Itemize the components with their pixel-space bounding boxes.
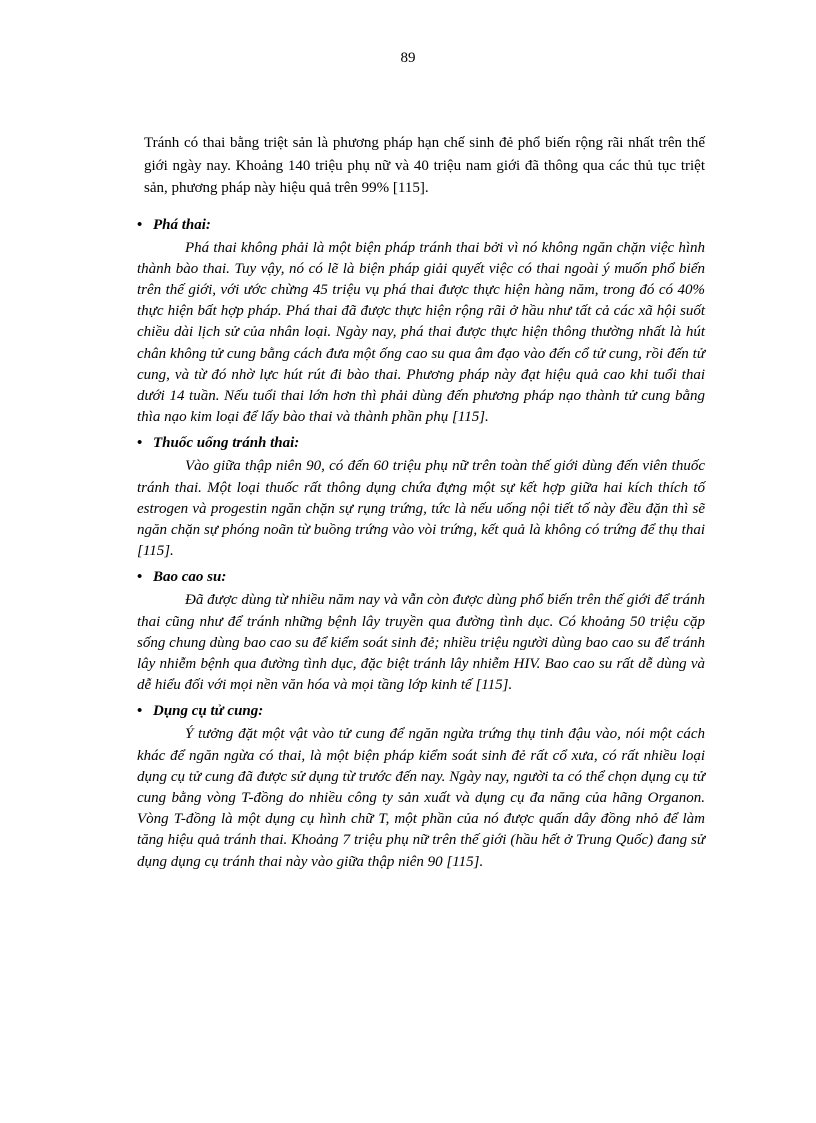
section-heading-text: Dụng cụ tử cung: (153, 703, 264, 720)
bullet-icon: • (137, 703, 143, 720)
section-oral-contraceptive (137, 432, 705, 562)
section-heading-text: Phá thai: (153, 216, 211, 233)
section-heading (137, 566, 705, 588)
section-paragraph: Phá thai không phải là một biện pháp tránh thai bởi vì nó không ngăn chặn việc hình thành bào thai. Tuy vậy, nó có lẽ là biện pháp giải quyết việc có thai ngoài ý muốn phổ biến trên thế giới, với ước chừng 45 triệu vụ phá thai được thực hiện hàng năm, trong đó có 40% thực hiện bất hợp pháp. Phá thai đã được thực hiện rộng rãi ở hầu như tất cả các xã hội suốt chiều dài lịch sử của nhân loại. Ngày nay, phá thai được thực hiện thông thường nhất là hút chân không tử cung bằng cách đưa một ống cao su qua âm đạo vào đến cổ tử cung, rồi đến tử cung, và từ đó nhờ lực hút rút đi bào thai. Phương pháp này đạt hiệu quả cao khi tuổi thai dưới 14 tuần. Nếu tuổi thai lớn hơn thì phải dùng đến phương pháp nạo thành tử cung bằng thìa nạo kim loại để lấy bào thai và thành phần phụ [115]. (137, 239, 705, 426)
section-paragraph: Ý tưởng đặt một vật vào tử cung để ngăn ngừa trứng thụ tinh đậu vào, nói một cách khác để ngăn ngừa có thai, là một biện pháp kiểm soát sinh đẻ rất cổ xưa, có rất nhiều loại dụng cụ tử cung đã được sử dụng từ trước đến nay. Ngày nay, người ta có thể chọn dụng cụ tử cung bằng vòng T-đồng do nhiều công ty sản xuất và dụng cụ đa năng của hãng Organon. Vòng T-đồng là một dụng cụ hình chữ T, một phần của nó được quấn dây đồng nhỏ để làm tăng hiệu quả tránh thai. Khoảng 7 triệu phụ nữ trên thế giới (hầu hết ở Trung Quốc) đang sử dụng dụng cụ tránh thai này vào giữa thập niên 90 [115]. (137, 726, 705, 870)
section-condom (137, 566, 705, 696)
section-heading (137, 700, 705, 722)
section-heading-text: Thuốc uống tránh thai: (153, 435, 300, 452)
bullet-icon: • (137, 569, 143, 586)
section-abortion (137, 214, 705, 429)
section-heading (137, 432, 705, 454)
section-paragraph: Đã được dùng từ nhiều năm nay và vẫn còn được dùng phổ biến trên thế giới để tránh thai cũng như để tránh những bệnh lây truyền qua đường tình dục. Có khoảng 50 triệu cặp sống chung dùng bao cao su để kiểm soát sinh đẻ; nhiều triệu người dùng bao cao su để tránh lây nhiễm bệnh qua đường tình dục, đặc biệt tránh lây nhiễm HIV. Bao cao su rất dễ dùng và dễ hiểu đối với mọi nền văn hóa và mọi tầng lớp kinh tế [115]. (137, 592, 705, 694)
intro-paragraph: Tránh có thai bằng triệt sản là phương pháp hạn chế sinh đẻ phổ biến rộng rãi nhất trên thế giới ngày nay. Khoảng 140 triệu phụ nữ và 40 triệu nam giới đã thông qua các thủ tục triệt sản, phương pháp này hiệu quả trên 99% [115]. (144, 135, 705, 196)
section-heading-text: Bao cao su: (153, 569, 227, 586)
bullet-icon: • (137, 216, 143, 233)
section-heading (137, 214, 705, 236)
page-number: 89 (400, 50, 416, 66)
section-paragraph: Vào giữa thập niên 90, có đến 60 triệu phụ nữ trên toàn thế giới dùng đến viên thuốc tránh thai. Một loại thuốc rất thông dụng chứa đựng một sự kết hợp giữa hai kích thích tố estrogen và progestin ngăn chặn sự rụng trứng, tức là nếu uống nội tiết tố này đều đặn thì sẽ ngăn chặn sự phóng noãn từ buồng trứng vào vòi trứng, kết quả là không có trứng để thụ thai [115]. (137, 458, 705, 560)
document-body (137, 132, 705, 877)
bullet-icon: • (137, 435, 143, 452)
section-iud (137, 700, 705, 872)
